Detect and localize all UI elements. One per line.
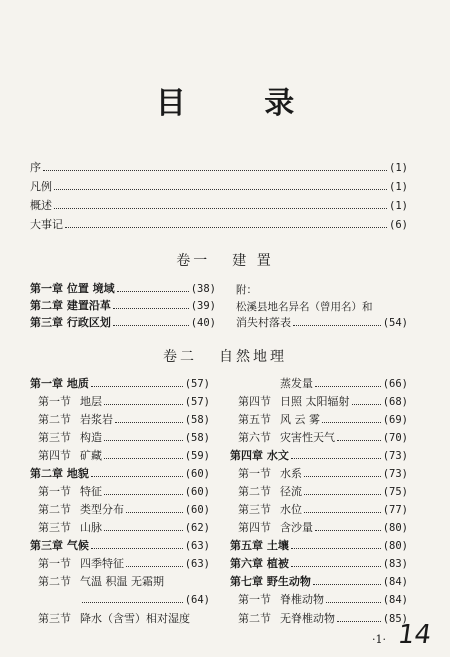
toc-entry[interactable] <box>38 557 210 571</box>
toc-entry[interactable] <box>38 395 210 409</box>
appendix-title-line: 松溪县地名异名（曾用名）和 <box>236 301 373 313</box>
toc-page-number: (60) <box>184 468 210 480</box>
toc-page-number: (57) <box>184 396 210 408</box>
dot-leader <box>291 540 381 549</box>
dot-leader <box>115 414 183 423</box>
toc-label: 岩浆岩 <box>80 413 113 426</box>
toc-entry[interactable] <box>30 316 216 330</box>
toc-page-number: (6) <box>389 219 408 231</box>
toc-entry[interactable] <box>238 521 408 535</box>
toc-label: 水系 <box>280 467 302 480</box>
dot-leader <box>291 558 381 567</box>
toc-label: 消失村落表 <box>236 316 291 329</box>
toc-label: 矿藏 <box>80 449 102 462</box>
toc-entry[interactable] <box>38 521 210 535</box>
dot-leader <box>43 162 387 171</box>
toc-label: 水位 <box>280 503 302 516</box>
toc-label: 灾害性天气 <box>280 431 335 444</box>
dot-leader <box>337 432 381 441</box>
toc-label: 四季特征 <box>80 557 124 570</box>
section-number: 第三节 <box>238 503 271 516</box>
toc-page-number: (38) <box>190 283 216 295</box>
toc-page-number: (73) <box>382 450 408 462</box>
toc-label: 蒸发量 <box>280 377 313 390</box>
volume-heading <box>0 250 450 270</box>
toc-entry[interactable] <box>238 612 408 626</box>
dot-leader <box>54 181 387 190</box>
toc-page-number: (60) <box>184 504 210 516</box>
toc-label: 第五章 土壤 <box>230 539 289 552</box>
toc-page-number: (62) <box>184 522 210 534</box>
dot-leader <box>104 486 183 495</box>
toc-page-number: (57) <box>184 378 210 390</box>
section-number: 第一节 <box>38 557 71 570</box>
toc-entry[interactable] <box>230 449 408 463</box>
toc-entry[interactable] <box>30 199 408 213</box>
dot-leader <box>293 317 381 326</box>
toc-page-number: (1) <box>389 200 408 212</box>
dot-leader <box>91 378 183 387</box>
section-number: 第二节 <box>38 575 71 588</box>
dot-leader <box>91 468 183 477</box>
dot-leader <box>65 219 387 228</box>
toc-entry[interactable] <box>238 593 408 607</box>
toc-entry[interactable] <box>38 431 210 445</box>
dot-leader <box>104 396 183 405</box>
toc-page-number: (1) <box>389 181 408 193</box>
volume-title: 建 置 <box>232 253 274 269</box>
toc-label: 类型分布 <box>80 503 124 516</box>
section-number: 第三节 <box>38 612 71 625</box>
toc-label: 概述 <box>30 199 52 212</box>
toc-label: 序 <box>30 161 41 174</box>
section-number: 第三节 <box>38 521 71 534</box>
toc-page-number: (68) <box>382 396 408 408</box>
toc-entry[interactable] <box>38 575 210 589</box>
toc-label: 第一章 地质 <box>30 377 89 390</box>
volume-heading <box>0 346 450 366</box>
dot-leader <box>352 396 381 405</box>
volume-number: 卷二 <box>163 349 197 365</box>
toc-page-number: (58) <box>184 432 210 444</box>
toc-entry[interactable] <box>236 316 408 330</box>
toc-page-number: (39) <box>190 300 216 312</box>
toc-page-number: (60) <box>184 486 210 498</box>
dot-leader <box>113 317 189 326</box>
toc-page-number: (75) <box>382 486 408 498</box>
toc-entry[interactable] <box>30 539 210 553</box>
dot-leader <box>126 504 183 513</box>
dot-leader <box>104 450 183 459</box>
toc-entry[interactable] <box>38 413 210 427</box>
toc-entry[interactable] <box>38 449 210 463</box>
toc-label: 第二章 建置沿革 <box>30 299 111 312</box>
toc-page-number: (54) <box>382 317 408 329</box>
toc-label: 第一章 位置 境域 <box>30 282 115 295</box>
toc-entry[interactable] <box>230 557 408 571</box>
toc-entry[interactable] <box>238 485 408 499</box>
toc-entry[interactable] <box>30 377 210 391</box>
toc-label: 地层 <box>80 395 102 408</box>
toc-entry[interactable] <box>30 299 216 313</box>
toc-entry-continuation[interactable] <box>80 593 210 607</box>
dot-leader <box>91 540 183 549</box>
appendix-label: 附： <box>236 284 257 296</box>
dot-leader <box>315 378 381 387</box>
page-title: 目 录 <box>155 86 329 121</box>
toc-entry[interactable] <box>38 503 210 517</box>
toc-label: 第七章 野生动物 <box>230 575 311 588</box>
toc-page-number: (40) <box>190 317 216 329</box>
section-number: 第一节 <box>238 593 271 606</box>
section-number: 第四节 <box>38 449 71 462</box>
dot-leader <box>304 486 381 495</box>
section-number: 第二节 <box>38 413 71 426</box>
toc-entry[interactable] <box>30 218 408 232</box>
toc-label: 第三章 气候 <box>30 539 89 552</box>
toc-label: 气温 积温 无霜期 <box>80 575 164 588</box>
toc-page-number: (85) <box>382 613 408 625</box>
toc-label: 特征 <box>80 485 102 498</box>
toc-entry[interactable] <box>238 503 408 517</box>
toc-page-number: (84) <box>382 594 408 606</box>
dot-leader <box>104 432 183 441</box>
dot-leader <box>304 504 381 513</box>
dot-leader <box>104 522 183 531</box>
dot-leader <box>322 414 381 423</box>
toc-label: 降水（含雪）相对湿度 <box>80 612 190 625</box>
toc-label: 无脊椎动物 <box>280 612 335 625</box>
toc-entry[interactable] <box>38 612 228 626</box>
dot-leader <box>54 200 387 209</box>
section-number: 第一节 <box>38 485 71 498</box>
section-number: 第一节 <box>238 467 271 480</box>
toc-entry[interactable] <box>238 395 408 409</box>
dot-leader <box>337 613 381 622</box>
toc-entry[interactable] <box>280 377 408 391</box>
toc-entry[interactable] <box>30 282 216 296</box>
toc-label: 第四章 水文 <box>230 449 289 462</box>
toc-page-number: (1) <box>389 162 408 174</box>
page-number: ·1· <box>372 633 386 646</box>
dot-leader <box>82 594 183 603</box>
section-number: 第二节 <box>238 485 271 498</box>
toc-page-number: (77) <box>382 504 408 516</box>
dot-leader <box>313 576 381 585</box>
toc-label: 脊椎动物 <box>280 593 324 606</box>
section-number: 第三节 <box>38 431 71 444</box>
toc-page-number: (69) <box>382 414 408 426</box>
section-number: 第一节 <box>38 395 71 408</box>
toc-label: 大事记 <box>30 218 63 231</box>
dot-leader <box>113 300 189 309</box>
dot-leader <box>304 468 381 477</box>
toc-entry[interactable] <box>238 431 408 445</box>
toc-label: 凡例 <box>30 180 52 193</box>
dot-leader <box>326 594 381 603</box>
dot-leader <box>291 450 381 459</box>
toc-page-number: (58) <box>184 414 210 426</box>
toc-page-number: (64) <box>184 594 210 606</box>
toc-entry[interactable] <box>230 539 408 553</box>
toc-page-number: (63) <box>184 540 210 552</box>
toc-page-number: (63) <box>184 558 210 570</box>
toc-page-number: (73) <box>382 468 408 480</box>
toc-label: 构造 <box>80 431 102 444</box>
toc-page-number: (66) <box>382 378 408 390</box>
toc-label: 第三章 行政区划 <box>30 316 111 329</box>
section-number: 第二节 <box>238 612 271 625</box>
toc-entry[interactable] <box>30 180 408 194</box>
volume-title: 自然地理 <box>219 349 287 365</box>
toc-entry[interactable] <box>30 467 210 481</box>
toc-page-number: (83) <box>382 558 408 570</box>
dot-leader <box>126 558 183 567</box>
section-number: 第四节 <box>238 521 271 534</box>
toc-entry[interactable] <box>38 485 210 499</box>
toc-label: 日照 太阳辐射 <box>280 395 350 408</box>
toc-label: 径流 <box>280 485 302 498</box>
section-number: 第五节 <box>238 413 271 426</box>
toc-label: 含沙量 <box>280 521 313 534</box>
section-number: 第六节 <box>238 431 271 444</box>
section-number: 第二节 <box>38 503 71 516</box>
toc-page-number: (80) <box>382 540 408 552</box>
handwritten-page-number: 14 <box>395 620 434 650</box>
toc-page-number: (80) <box>382 522 408 534</box>
toc-page-number: (59) <box>184 450 210 462</box>
toc-page-number: (70) <box>382 432 408 444</box>
toc-entry[interactable] <box>238 467 408 481</box>
toc-page-number: (84) <box>382 576 408 588</box>
toc-label: 风 云 雾 <box>280 413 320 426</box>
toc-label: 第二章 地貌 <box>30 467 89 480</box>
toc-entry[interactable] <box>230 575 408 589</box>
toc-entry[interactable] <box>238 413 408 427</box>
dot-leader <box>315 522 381 531</box>
section-number: 第四节 <box>238 395 271 408</box>
toc-entry[interactable] <box>30 161 408 175</box>
toc-label: 山脉 <box>80 521 102 534</box>
toc-label: 第六章 植被 <box>230 557 289 570</box>
volume-number: 卷一 <box>176 253 211 269</box>
dot-leader <box>117 283 189 292</box>
